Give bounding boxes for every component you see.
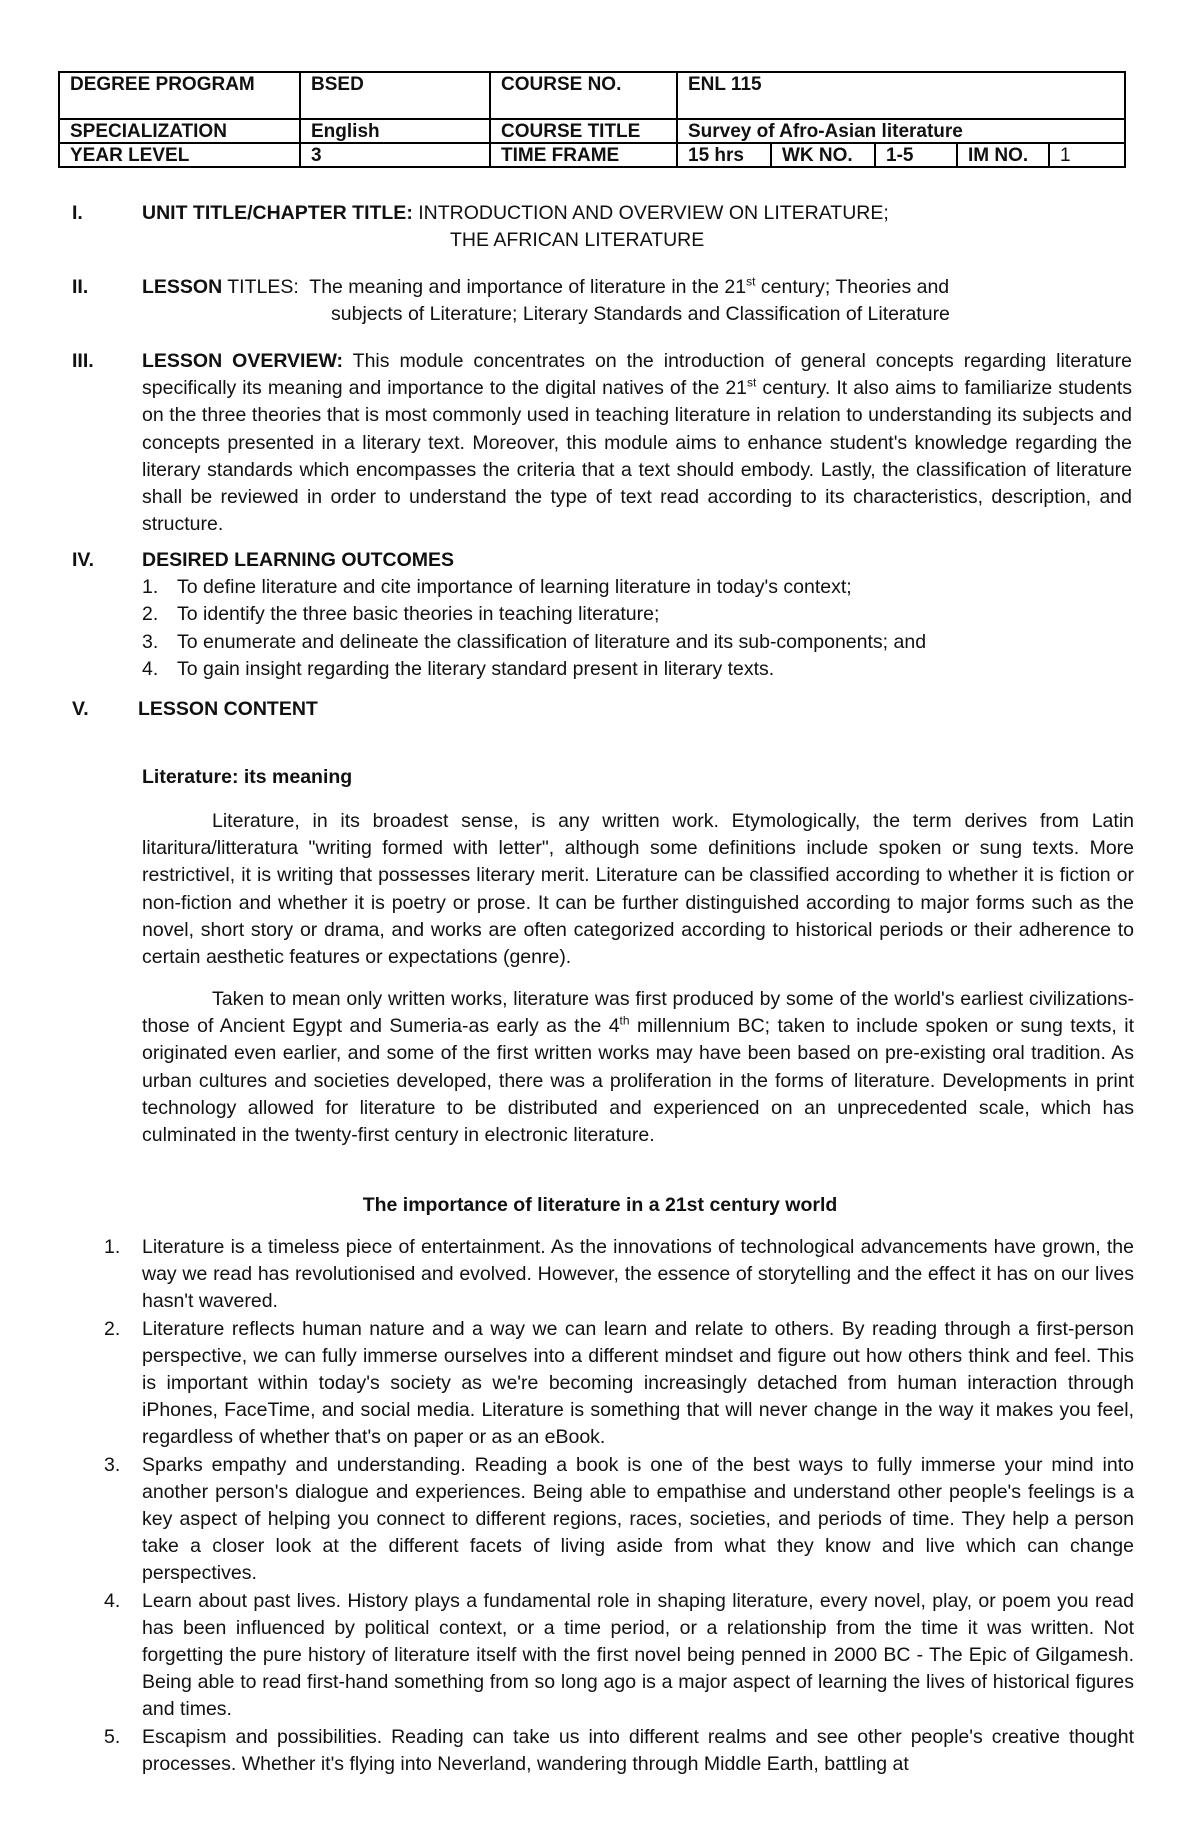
unit-title-line-2: THE AFRICAN LITERATURE — [450, 229, 705, 252]
course-no-value: ENL 115 — [677, 72, 1125, 119]
item-text: To gain insight regarding the literary standard present in literary texts. — [177, 657, 775, 680]
item-number: 3. — [142, 630, 159, 653]
overview-text-a: This module concentrates on the introduction of general concepts regarding literature specifically its meaning and importance to the digital natives of the 21 — [142, 350, 1132, 400]
section-label: DESIRED LEARNING OUTCOMES — [142, 549, 455, 571]
section-number: II. — [72, 276, 89, 298]
paragraph-meaning: Literature, in its broadest sense, is any written work. Etymologically, the term derives from Latin litaritura/litteratura "writing formed with letter", although some definitions include spoken or sung texts. More restrictivel, it is writing that possesses literary merit. Literature can be classified according to whether it is fiction or non-fiction and whether it is poetry or prose. It can be further distinguished according to major forms such as the novel, short story or drama, and works are often categorized according to historical periods or their adherence to certain aesthetic features or expectations (genre). — [142, 810, 1134, 969]
list-item — [142, 574, 1132, 601]
im-no-value: 1 — [1049, 143, 1125, 167]
degree-value: BSED — [300, 72, 490, 119]
item-number: 1. — [104, 1236, 121, 1258]
section-number: III. — [72, 350, 94, 372]
overview-paragraph — [142, 348, 1132, 538]
item-number: 4. — [142, 657, 159, 680]
wk-no-value: 1-5 — [875, 143, 957, 167]
section-label: LESSON OVERVIEW: — [142, 350, 344, 372]
list-item — [104, 1316, 1134, 1452]
item-text: Literature is a timeless piece of entertainment. As the innovations of technological advancements have grown, the way we read has revolutionised and evolved. However, the essence of storytelling and the effect it has on our lives hasn't wavered. — [142, 1236, 1134, 1313]
item-text: To define literature and cite importance of learning literature in today's context; — [177, 576, 852, 599]
item-number: 2. — [104, 1317, 121, 1340]
paragraph-text-b: millennium BC; taken to include spoken or sung texts, it originated even earlier, and some of the first written works may have been based on pre-existing oral tradition. As urban cultures and societies developed, there was a proliferation in the forms of literature. Developments in print technology allowed for literature to be distributed and experienced on an unprecedented scale, which has culminated in the twenty-first century in electronic literature. — [142, 1015, 1134, 1147]
overview-text-b: century. It also aims to familiarize students on the three theories that is most commonly used in teaching literature in relation to understanding its subjects and concepts presented in a literary text. Moreover, this module aims to enhance student's knowledge regarding the literary standards which encompasses the criteria that a text should embody. Lastly, the classification of literature shall be reviewed in order to understand the type of text read according to its characteristics, description, and structure. — [142, 377, 1133, 536]
outcomes-list — [142, 574, 1132, 683]
section-label-bold: LESSON — [142, 276, 223, 298]
lesson-titles-line-1b: century; Theories and — [760, 276, 950, 298]
degree-label: DEGREE PROGRAM — [59, 72, 300, 119]
specialization-label: SPECIALIZATION — [59, 119, 300, 143]
section-label: UNIT TITLE/CHAPTER TITLE: — [142, 202, 413, 224]
item-text: Literature reflects human nature and a way we can learn and relate to others. By reading through a first-person perspective, we can fully immerse ourselves into a different mindset and figure out how others think and feel. This is important within today's society as we're becoming increasingly detached from human interaction through iPhones, FaceTime, and social media. Literature is something that will never change in the way it makes you feel, regardless of whether that's on paper or as an eBook. — [142, 1317, 1134, 1449]
importance-title: The importance of literature in a 21st century world — [362, 1194, 838, 1216]
item-text: Sparks empathy and understanding. Reading a book is one of the best ways to fully immerse your mind into another person's dialogue and experiences. Being able to empathise and understand other people's feelings is a key aspect of helping you connect to different regions, races, societies, and periods of time. They help a person take a closer look at the different facets of living aside from what they know and live which can change perspectives. — [142, 1453, 1134, 1585]
course-title-label: COURSE TITLE — [490, 119, 677, 143]
paragraph-history — [142, 986, 1134, 1149]
list-item — [104, 1588, 1134, 1724]
section-number: IV. — [72, 549, 95, 571]
section-label: LESSON CONTENT — [138, 698, 318, 720]
im-no-label: IM NO. — [957, 143, 1049, 167]
item-number: 4. — [104, 1589, 121, 1612]
list-item — [104, 1724, 1134, 1778]
list-item — [104, 1452, 1134, 1588]
item-number: 1. — [142, 576, 159, 599]
list-item — [142, 629, 1132, 656]
list-item — [104, 1234, 1134, 1316]
list-item — [142, 601, 1132, 628]
section-label-rest: TITLES: — [227, 276, 299, 298]
unit-title-line-1: INTRODUCTION AND OVERVIEW ON LITERATURE; — [418, 202, 889, 224]
item-number: 2. — [142, 603, 159, 626]
item-number: 5. — [104, 1725, 121, 1748]
item-text: Escapism and possibilities. Reading can take us into different realms and see other people's creative thought processes. Whether it's flying into Neverland, wandering through Middle Earth, battling at — [142, 1725, 1134, 1775]
superscript: st — [747, 375, 757, 390]
section-number: V. — [72, 698, 89, 720]
course-title-value: Survey of Afro-Asian literature — [677, 119, 1125, 143]
time-frame-value: 15 hrs — [677, 143, 771, 167]
superscript: st — [746, 274, 756, 289]
importance-list — [104, 1234, 1134, 1778]
course-header-table — [58, 71, 1126, 168]
section-number: I. — [72, 202, 83, 224]
superscript: th — [619, 1013, 630, 1028]
item-text: To identify the three basic theories in teaching literature; — [177, 603, 660, 626]
item-number: 3. — [104, 1453, 121, 1476]
item-text: To enumerate and delineate the classification of literature and its sub-components; and — [177, 630, 927, 653]
year-level-value: 3 — [300, 143, 490, 167]
item-text: Learn about past lives. History plays a fundamental role in shaping literature, every novel, play, or poem you read has been influenced by political context, or a time period, or a relationship from the time it was written. Not forgetting the pure history of literature itself with the first novel being penned in 2000 BC - The Epic of Gilgamesh. Being able to read first-hand something from so long ago is a major aspect of learning the lives of historical figures and times. — [142, 1589, 1134, 1721]
year-level-label: YEAR LEVEL — [59, 143, 300, 167]
lesson-titles-line-1a: The meaning and importance of literature in the 21 — [309, 276, 747, 298]
list-item — [142, 656, 1132, 683]
specialization-value: English — [300, 119, 490, 143]
course-no-label: COURSE NO. — [490, 72, 677, 119]
paragraph-text-a: Taken to mean only written works, literature was first produced by some of the world's earliest civilizations-those of Ancient Egypt and Sumeria-as early as the 4 — [142, 988, 1134, 1038]
time-frame-label: TIME FRAME — [490, 143, 677, 167]
wk-no-label: WK NO. — [771, 143, 875, 167]
subheading: Literature: its meaning — [142, 766, 353, 788]
lesson-titles-line-2: subjects of Literature; Literary Standards and Classification of Literature — [331, 303, 950, 326]
